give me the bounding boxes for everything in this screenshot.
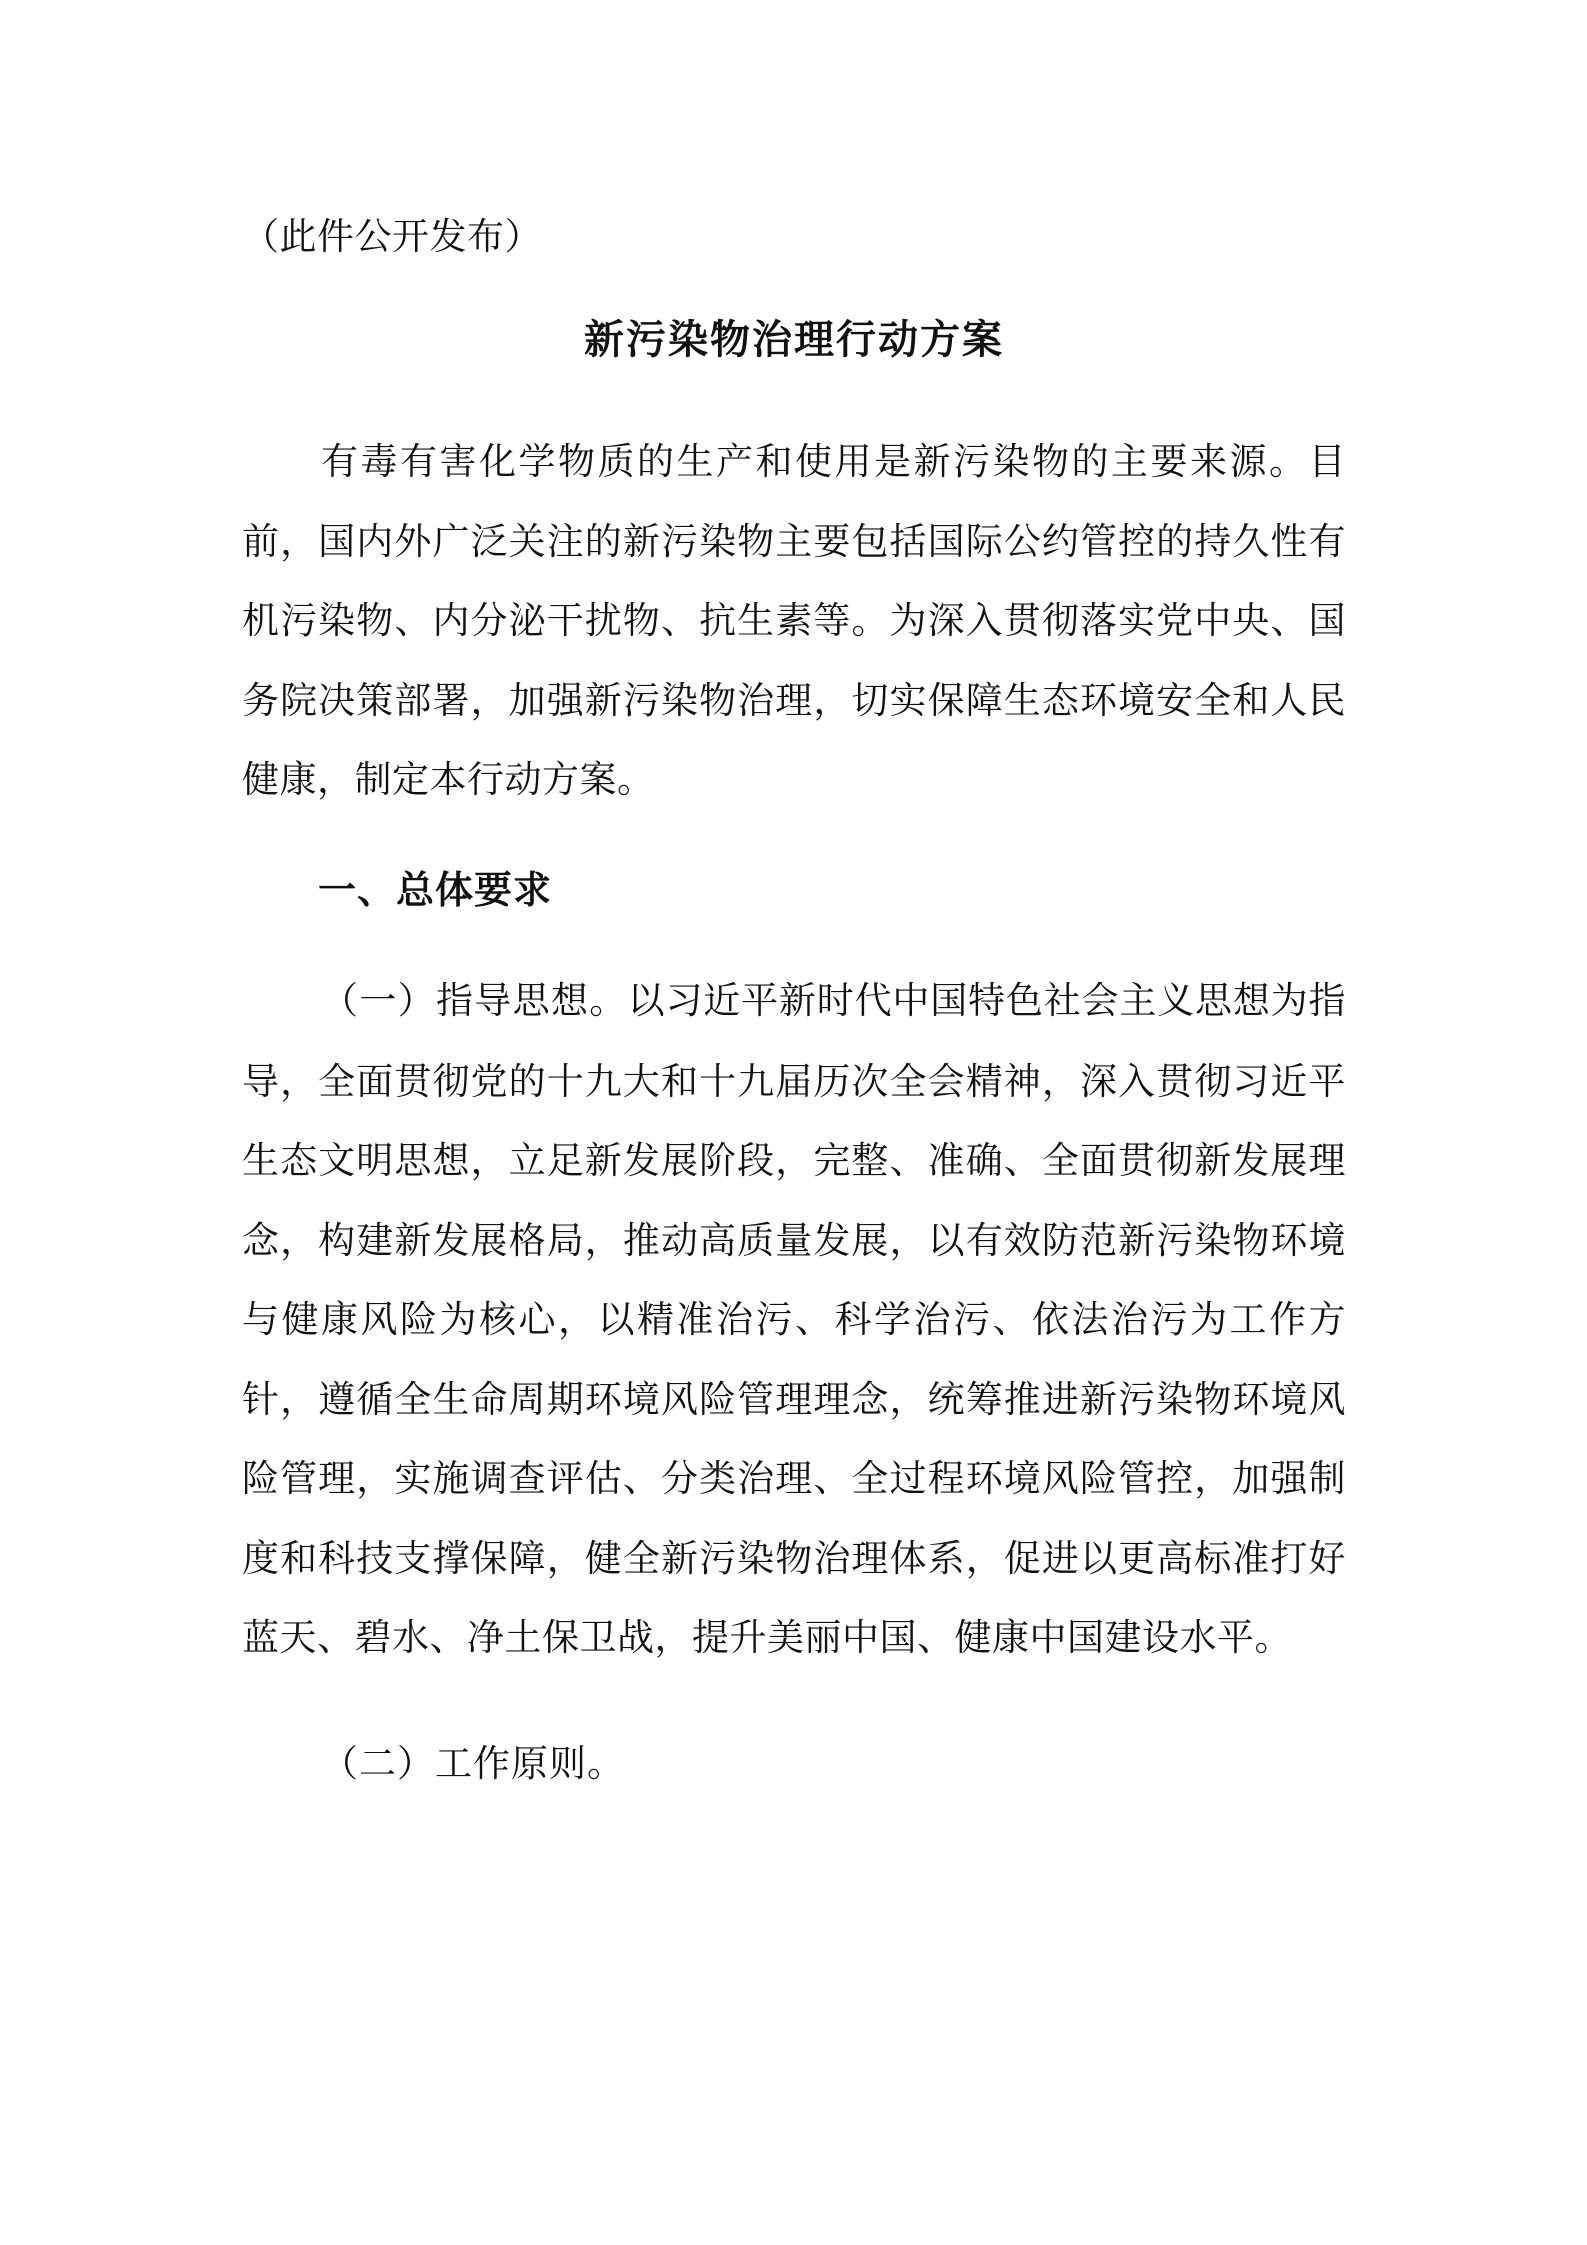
subsection-2-label: （二）工作原则。: [321, 1743, 625, 1785]
subsection-1-label: （一）指导思想。: [321, 981, 628, 1022]
document-title: 新污染物治理行动方案: [584, 318, 1004, 362]
document-content: [242, 210, 1346, 1836]
subsection-1-body: 以习近平新时代中国特色社会主义思想为指导，全面贯彻党的十九大和十九届历次全会精神，深入贯彻习近平生态文明思想，立足新发展阶段，完整、准确、全面贯彻新发展理念，构建新发展格局，推动高质量发展，以有效防范新污染物环境与健康风险为核心，以精准治污、科学治污、依法治污为工作方针，遵循全生命周期环境风险管理理念，统筹推进新污染物环境风险管理，实施调查评估、分类治理、全过程环境风险管控，加强制度和科技支撑保障，健全新污染物治理体系，促进以更高标准打好蓝天、碧水、净土保卫战，提升美丽中国、健康中国建设水平。: [242, 980, 1347, 1658]
section-heading-1: 一、总体要求: [318, 869, 553, 912]
publication-note: （此件公开发布）: [242, 216, 542, 257]
intro-paragraph: 有毒有害化学物质的生产和使用是新污染物的主要来源。目前，国内外广泛关注的新污染物主要包括国际公约管控的持久性有机污染物、内分泌干扰物、抗生素等。为深入贯彻落实党中央、国务院决策部署，加强新污染物治理，切实保障生态环境安全和人民健康，制定本行动方案。: [242, 441, 1346, 800]
subsection-2-paragraph: [242, 1724, 1346, 1805]
subsection-1-paragraph: [242, 961, 1346, 1678]
